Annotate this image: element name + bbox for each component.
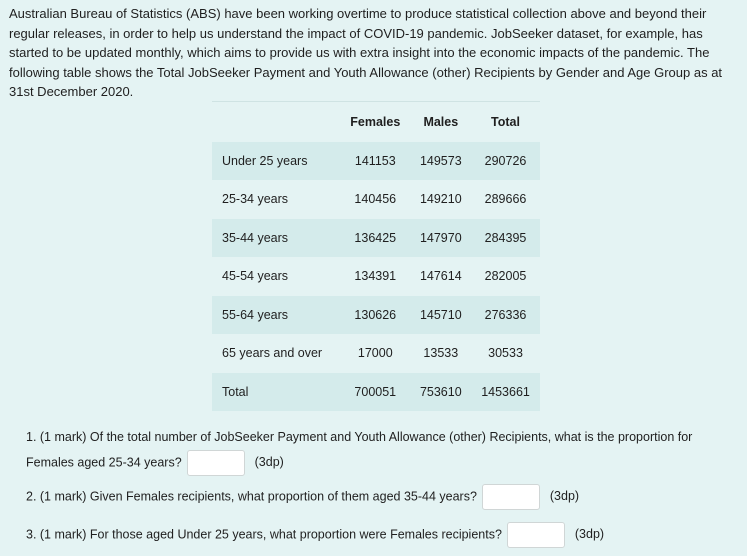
header-total: Total (491, 114, 520, 129)
header-cell-blank (212, 102, 340, 142)
row-label: 35-44 years (222, 230, 289, 245)
question-3-text: 3. (1 mark) For those aged Under 25 years, what proportion were Females recipients? (26, 527, 502, 542)
question-3-hint: (3dp) (574, 527, 605, 542)
cell-females: 700051 (354, 384, 397, 399)
question-2-hint: (3dp) (549, 489, 580, 504)
question-1-hint: (3dp) (254, 455, 284, 470)
row-label: 55-64 years (222, 307, 289, 322)
table-row (212, 142, 540, 181)
row-label: 65 years and over (222, 346, 323, 361)
row-label: Total (222, 384, 249, 399)
cell-total: 30533 (488, 346, 523, 361)
question-2-answer-input[interactable] (482, 484, 540, 510)
cell-total: 276336 (484, 307, 527, 322)
cell-males: 147614 (419, 269, 462, 284)
cell-males: 147970 (419, 230, 462, 245)
table-row (212, 296, 540, 335)
row-label: 45-54 years (222, 269, 289, 284)
recipients-table (212, 101, 540, 411)
table-header-row (212, 102, 540, 142)
question-1-text: 1. (1 mark) Of the total number of JobSeeker Payment and Youth Allowance (other) Recipients, what is the proportion for Females aged 25-34 years? (26, 430, 693, 470)
intro-paragraph: Australian Bureau of Statistics (ABS) have been working overtime to produce statistical collection above and beyond their regular releases, in order to help us understand the impact of COVID-19 pandemic. JobSeeker dataset, for example, has started to be updated monthly, which aims to provide us with extra insight into the economic impacts of the pandemic. The following table shows the Total JobSeeker Payment and Youth Allowance (other) Recipients by Gender and Age Group as at 31st December 2020. (9, 6, 723, 100)
header-females: Females (350, 114, 401, 129)
question-2 (26, 484, 579, 510)
cell-females: 140456 (354, 192, 397, 207)
question-3 (26, 522, 604, 548)
row-label: 25-34 years (222, 192, 289, 207)
cell-females: 130626 (354, 307, 397, 322)
cell-males: 145710 (419, 307, 462, 322)
table-row-total (212, 373, 540, 412)
cell-total: 284395 (484, 230, 527, 245)
table-row (212, 219, 540, 258)
table-row (212, 334, 540, 373)
cell-females: 136425 (354, 230, 397, 245)
question-2-text: 2. (1 mark) Given Females recipients, what proportion of them aged 35-44 years? (26, 489, 477, 504)
cell-total: 282005 (484, 269, 527, 284)
question-1-answer-input[interactable] (187, 450, 245, 476)
question-3-answer-input[interactable] (507, 522, 565, 548)
cell-total: 290726 (484, 153, 527, 168)
cell-males: 753610 (419, 384, 462, 399)
table-row (212, 180, 540, 219)
cell-males: 149210 (419, 192, 462, 207)
header-males: Males (423, 114, 459, 129)
table-row (212, 257, 540, 296)
cell-females: 17000 (357, 346, 393, 361)
cell-females: 141153 (354, 153, 396, 168)
row-label: Under 25 years (222, 153, 308, 168)
cell-males: 13533 (423, 346, 459, 361)
cell-total: 1453661 (481, 384, 530, 399)
cell-males: 149573 (419, 153, 462, 168)
question-1 (26, 425, 736, 476)
cell-females: 134391 (354, 269, 397, 284)
cell-total: 289666 (484, 192, 527, 207)
